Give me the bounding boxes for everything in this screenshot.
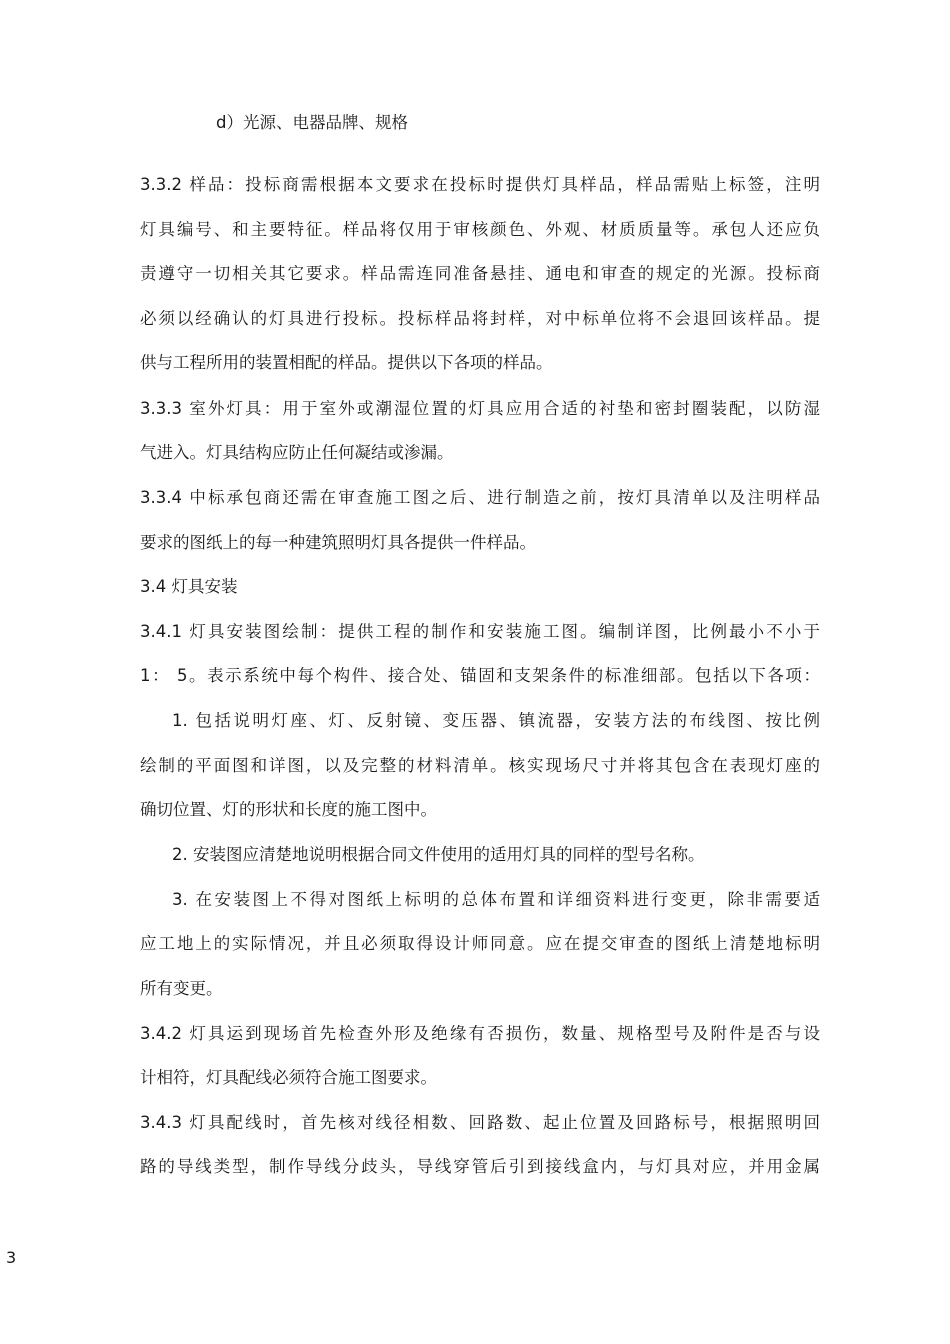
text-line-3-4-2-b: 计相符，灯具配线必须符合施工图要求。: [140, 1068, 437, 1087]
list-item-1-b: 绘制的平面图和详图，以及完整的材料清单。核实现场尺寸并将其包含在表现灯座的: [140, 756, 820, 775]
section-heading-3-4: 3.4 灯具安装: [140, 577, 238, 596]
text-line-3-3-4-b: 要求的图纸上的每一种建筑照明灯具各提供一件样品。: [140, 533, 536, 552]
list-item-1-a: 1. 包括说明灯座、灯、反射镜、变压器、镇流器，安装方法的布线图、按比例: [172, 711, 820, 730]
text-line-3-3-2-a: 3.3.2 样品：投标商需根据本文要求在投标时提供灯具样品，样品需贴上标签，注明: [140, 175, 820, 194]
list-item-1-c: 确切位置、灯的形状和长度的施工图中。: [140, 800, 437, 819]
list-item-3-a: 3. 在安装图上不得对图纸上标明的总体布置和详细资料进行变更，除非需要适: [172, 890, 820, 909]
list-item-3-b: 应工地上的实际情况，并且必须取得设计师同意。应在提交审查的图纸上清楚地标明: [140, 934, 820, 953]
text-line-3-3-4-a: 3.3.4 中标承包商还需在审查施工图之后、进行制造之前，按灯具清单以及注明样品: [140, 488, 820, 507]
list-item-3-c: 所有变更。: [140, 979, 223, 998]
text-line-3-4-1-a: 3.4.1 灯具安装图绘制：提供工程的制作和安装施工图。编制详图，比例最小不小于: [140, 622, 820, 641]
text-line-3-3-3-b: 气进入。灯具结构应防止任何凝结或渗漏。: [140, 443, 454, 462]
text-line-3-3-2-e: 供与工程所用的装置相配的样品。提供以下各项的样品。: [140, 353, 553, 372]
text-line-3-4-1-b: 1： 5。表示系统中每个构件、接合处、锚固和支架条件的标准细部。包括以下各项：: [140, 666, 820, 685]
list-item-2: 2. 安装图应清楚地说明根据合同文件使用的适用灯具的同样的型号名称。: [172, 845, 705, 864]
text-line-3-4-3-a: 3.4.3 灯具配线时，首先核对线径相数、回路数、起止位置及回路标号，根据照明回: [140, 1113, 820, 1132]
page-number: 3: [6, 1248, 17, 1267]
text-line-3-4-3-b: 路的导线类型，制作导线分歧头，导线穿管后引到接线盒内，与灯具对应，并用金属: [140, 1157, 820, 1176]
text-line-3-4-2-a: 3.4.2 灯具运到现场首先检查外形及绝缘有否损伤，数量、规格型号及附件是否与设: [140, 1024, 820, 1043]
text-line-3-3-2-c: 责遵守一切相关其它要求。样品需连同准备悬挂、通电和审查的规定的光源。投标商: [140, 264, 820, 283]
text-line-3-3-2-b: 灯具编号、和主要特征。样品将仅用于审核颜色、外观、材质质量等。承包人还应负: [140, 220, 820, 239]
text-line-3-3-2-d: 必须以经确认的灯具进行投标。投标样品将封样，对中标单位将不会退回该样品。提: [140, 309, 820, 328]
text-line-3-3-3-a: 3.3.3 室外灯具：用于室外或潮湿位置的灯具应用合适的衬垫和密封圈装配，以防湿: [140, 399, 820, 418]
text-line-d-item: d）光源、电器品牌、规格: [216, 113, 408, 132]
